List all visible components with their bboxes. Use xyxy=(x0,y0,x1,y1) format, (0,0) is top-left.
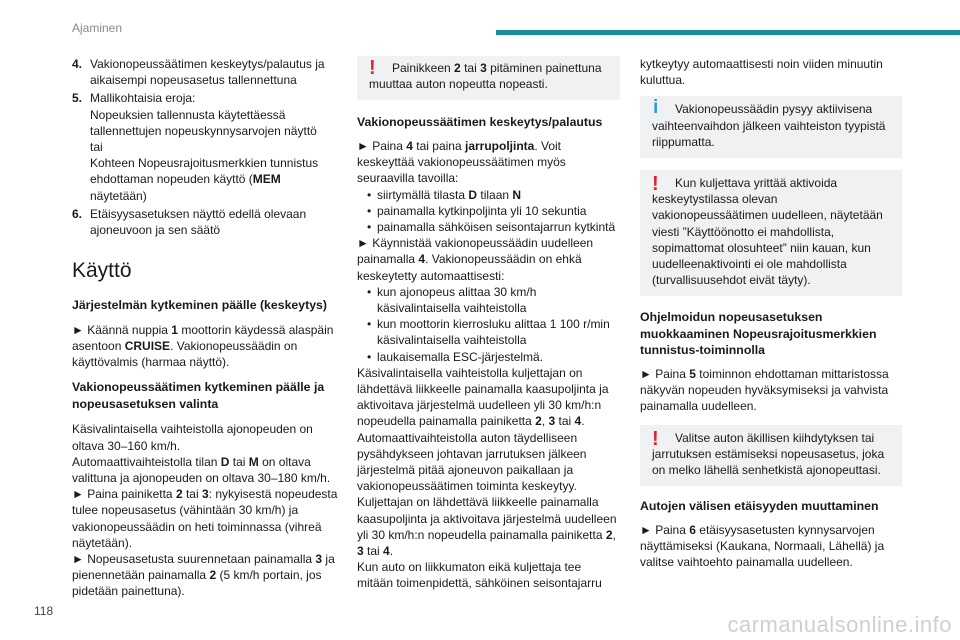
paragraph: Kuljettajan on lähdettävä liikkeelle painamalla kaasupoljinta ja aktivoitava järjestelmä uudelleen yli 30 km/h:n nopeudella painamalla painiketta 2, 3 tai 4. xyxy=(357,495,617,558)
paragraph: Automaattivaihteistolla tilan D tai M on oltava valittuna ja ajonopeuden on oltava 30–180 km/h. xyxy=(72,454,331,485)
heading-programmed-speed: Ohjelmoidun nopeusasetuksen muokkaaminen Nopeusrajoitusmerkkien tunnistus-toiminnolla xyxy=(640,310,877,358)
paragraph: Käsivalintaisella vaihteistolla ajonopeuden on oltava 30–160 km/h. xyxy=(72,422,313,453)
section-title: Käyttö xyxy=(72,259,132,283)
list-text: Etäisyysasetuksen näyttö edellä olevaan ajoneuvoon ja sen säätö xyxy=(90,206,307,238)
paragraph: ► Paina 6 etäisyysasetusten kynnysarvojen näyttämiseksi (Kaukana, Normaali, Lähellä) ja valitse vaihtoehto painamalla uudelleen. xyxy=(640,522,885,570)
running-header: Ajaminen xyxy=(72,21,123,35)
heading-system-on: Järjestelmän kytkeminen päälle (keskeytys) xyxy=(72,298,327,313)
warning-text: Valitse auton äkillisen kiihdytyksen tai jarrutuksen estämiseksi nopeusasetus, joka on melko lähellä senhetkistä ajonopeuttasi. xyxy=(652,430,885,477)
page-number: 118 xyxy=(34,604,54,618)
paragraph: ► Paina 4 tai paina jarrupoljinta. Voit keskeyttää vakionopeussäätimen myös seuraavilla tavoilla: xyxy=(357,138,566,186)
list-item-6 xyxy=(72,206,340,238)
list-line: Kohteen Nopeusrajoitusmerkkien tunnistus ehdottaman nopeuden käyttö (MEM näytetään) xyxy=(90,156,319,203)
warning-box xyxy=(640,425,902,487)
paragraph: Automaattivaihteistolla auton täydelliseen pysähdykseen johtavan jarrutuksen jälkeen järjestelmä pitää ajoneuvon paikallaan ja vakionopeussäätimen toiminta keskeytyy. xyxy=(357,430,587,494)
warning-icon: ! xyxy=(369,57,376,79)
paragraph: ► Käynnistää vakionopeussäädin uudelleen painamalla 4. Vakionopeussäädin on ehkä keskeytetty automaattisesti: xyxy=(357,236,594,283)
bullet-item: • painamalla sähköisen seisontajarrun kytkintä xyxy=(357,219,620,235)
bullet-item: • siirtymällä tilasta D tilaan N xyxy=(357,187,620,203)
list-text: Vakionopeussäätimen keskeytys/palautus ja aikaisempi nopeusasetus tallennettuna xyxy=(90,57,325,88)
list-number: 5. xyxy=(72,91,83,106)
warning-icon: ! xyxy=(652,173,659,196)
warning-text: Kun kuljettava yrittää aktivoida keskeytystilassa olevan vakionopeussäätimen uudelleen, näytetään viesti ”Käyttöönotto ei mahdollista, sopimattomat olosuhteet” niin kauan, kun uudelleenaktivointi ei ole mahdollista (turvallisuusehdot eivät täyty). xyxy=(652,176,883,288)
list-item-5 xyxy=(72,90,340,203)
heading-pause-resume: Vakionopeussäätimen keskeytys/palautus xyxy=(357,115,603,130)
info-box xyxy=(640,96,902,158)
list-number: 4. xyxy=(72,57,83,71)
column-1 xyxy=(72,56,340,600)
watermark: carmanualsonline.info xyxy=(727,612,952,637)
bullet-item: • painamalla kytkinpoljinta yli 10 sekuntia xyxy=(357,203,620,219)
heading-distance: Autojen välisen etäisyyden muuttaminen xyxy=(640,499,879,514)
info-text: Vakionopeussäädin pysyy aktiivisena vaihteenvaihdon jälkeen vaihteiston tyypistä riippumatta. xyxy=(652,102,886,149)
list-number: 6. xyxy=(72,206,83,221)
warning-box xyxy=(640,170,902,296)
list-line: Mallikohtaisia eroja: xyxy=(90,91,196,106)
column-2 xyxy=(357,56,620,592)
paragraph: kytkeytyy automaattisesti noin viiden minuutin kuluttua. xyxy=(640,57,883,88)
paragraph: ► Paina painiketta 2 tai 3: nykyisestä nopeudesta tulee nopeusasetus (vähintään 30 km/h) ja vakionopeussäädin on heti toiminnassa (vihreä näytetään). xyxy=(72,487,338,550)
column-3 xyxy=(640,56,902,570)
paragraph: ► Nopeusasetusta suurennetaan painamalla 3 ja pienennetään painamalla 2 (5 km/h portain, jos pidetään painettuna). xyxy=(72,551,335,599)
list-line: tai xyxy=(90,140,103,155)
warning-icon: ! xyxy=(652,427,659,450)
info-icon: i xyxy=(653,97,659,119)
paragraph: Käsivalintaisella vaihteistolla kuljettajan on lähdettävä liikkeelle painamalla kaasupoljinta ja aktivoitava järjestelmä uudelleen yli 30 km/h:n nopeudella painamalla painiketta 2, 3 tai 4. xyxy=(357,365,609,429)
heading-cruise-select: Vakionopeussäätimen kytkeminen päälle ja nopeusasetuksen valinta xyxy=(72,380,325,411)
paragraph: ► Paina 5 toiminnon ehdottaman mittaristossa näkyvän nopeuden hyväksymiseksi ja vahvista painamalla uudelleen. xyxy=(640,366,889,414)
warning-box xyxy=(357,56,620,100)
bullet-item: • kun moottorin kierrosluku alittaa 1 100 r/min käsivalintaisella vaihteistolla xyxy=(357,316,620,348)
paragraph-system-on: ► Käännä nuppia 1 moottorin käydessä alaspäin asentoon CRUISE. Vakionopeussäädin on käyttövalmis (harmaa näyttö). xyxy=(72,322,334,370)
header-accent-bar xyxy=(496,30,960,35)
list-item-4 xyxy=(72,56,340,88)
bullet-item: • laukaisemalla ESC-järjestelmä. xyxy=(357,349,620,365)
warning-text: Painikkeen 2 tai 3 pitäminen painettuna muuttaa auton nopeutta nopeasti. xyxy=(369,61,602,92)
paragraph: Kun auto on liikkumaton eikä kuljettaja tee mitään toimenpidettä, sähköinen seisontajarru xyxy=(357,560,602,591)
list-line: Nopeuksien tallennusta käytettäessä tallennettujen nopeuskynnysarvojen näyttö xyxy=(90,107,317,138)
bullet-item: • kun ajonopeus alittaa 30 km/h käsivalintaisella vaihteistolla xyxy=(357,284,620,316)
